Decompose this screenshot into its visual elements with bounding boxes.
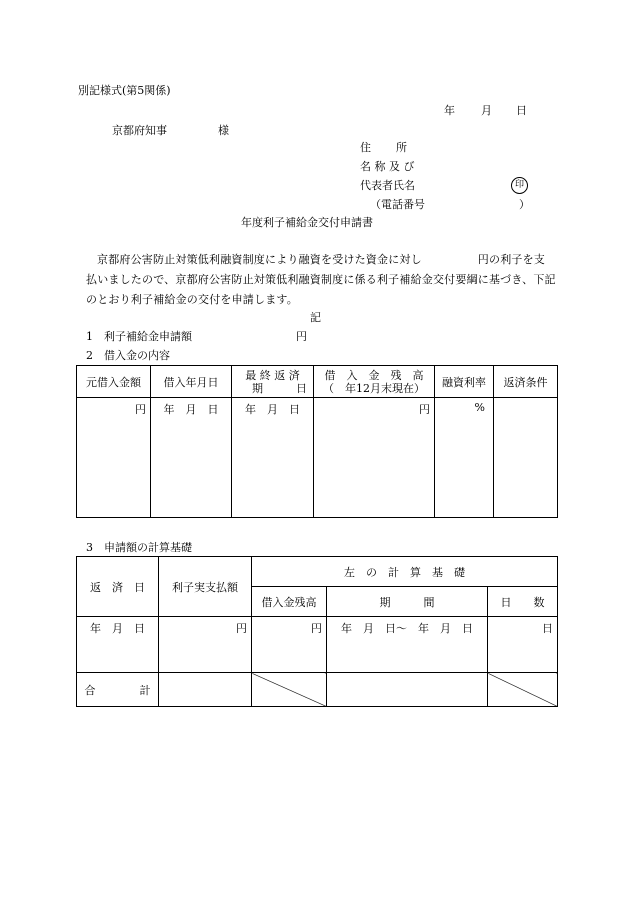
header-repayment-date: 返 済 日: [77, 557, 159, 617]
header-interest-rate: 融資利率: [435, 366, 494, 398]
interest-rate-unit: %: [435, 398, 494, 518]
header-loan-balance-line2: （ 年12月末現在）: [323, 381, 425, 395]
date-day: 日: [516, 104, 527, 117]
calc-data-row: [77, 617, 558, 673]
calc-period-unit: 年 月 日～ 年 月 日: [327, 617, 488, 673]
section-2-label: 2 借入金の内容: [86, 349, 170, 362]
final-repayment-unit: 年 月 日: [232, 398, 314, 518]
body-paragraph: 京都府公害防止対策低利融資制度により融資を受けた資金に対し 円の利子を支払いましたので、京都府公害防止対策低利融資制度に係る利子補給金交付要綱に基づき、下記のとおり利子補給金の交付を申請します。: [86, 253, 556, 306]
header-calc-period: 期 間: [327, 587, 488, 617]
header-calc-balance: 借入金残高: [252, 587, 327, 617]
total-period-cell: [327, 673, 488, 707]
calc-repayment-date-unit: 年 月 日: [77, 617, 159, 673]
section-1-unit: 円: [296, 330, 307, 343]
header-repayment-terms: 返済条件: [494, 366, 558, 398]
header-calc-days: 日 数: [488, 587, 558, 617]
ki-marker: 記: [310, 311, 321, 324]
calc-header-row-1: [77, 557, 558, 587]
loan-details-table: [76, 365, 558, 518]
loan-amount-unit: 円: [77, 398, 151, 518]
loan-header-row: [77, 366, 558, 398]
addressee-honorific: 様: [218, 124, 229, 137]
loan-data-row: [77, 398, 558, 518]
header-final-repayment: [232, 366, 314, 398]
calc-days-unit: 日: [488, 617, 558, 673]
seal-mark: [511, 177, 528, 194]
repayment-terms-cell: [494, 398, 558, 518]
calculation-basis-table: [76, 556, 558, 707]
applicant-address-label: 住 所: [360, 141, 408, 154]
form-label: 別記様式(第5関係): [78, 84, 171, 97]
calc-total-row: [77, 673, 558, 707]
document-title: 年度利子補給金交付申請書: [241, 216, 373, 229]
calc-interest-unit: 円: [159, 617, 252, 673]
addressee-name: 京都府知事: [112, 124, 167, 137]
header-loan-balance: [314, 366, 435, 398]
loan-balance-unit: 円: [314, 398, 435, 518]
date-month: 月: [481, 104, 492, 117]
applicant-name-label: 名 称 及 び: [360, 160, 415, 173]
header-final-repayment-line1: 最 終 返 済: [245, 368, 300, 382]
calc-balance-unit: 円: [252, 617, 327, 673]
section-1-label: 1 利子補給金申請額: [86, 330, 192, 343]
date-year: 年: [444, 104, 455, 117]
seal-text: 印: [514, 180, 524, 190]
section-3-label: 3 申請額の計算基礎: [86, 541, 192, 554]
total-label: 合 計: [77, 673, 159, 707]
header-interest-paid: 利子実支払額: [159, 557, 252, 617]
total-balance-crossed: [252, 673, 327, 707]
header-final-repayment-line2: 期 日: [252, 381, 307, 395]
applicant-rep-label: 代表者氏名: [360, 179, 415, 192]
header-loan-date: 借入年月日: [151, 366, 232, 398]
applicant-phone-open: （電話番号: [370, 198, 425, 211]
header-loan-amount: 元借入金額: [77, 366, 151, 398]
header-loan-balance-line1: 借 入 金 残 高: [324, 368, 424, 382]
applicant-phone-close: ）: [519, 198, 530, 211]
total-interest-cell: [159, 673, 252, 707]
header-calc-basis: 左 の 計 算 基 礎: [252, 557, 558, 587]
loan-date-unit: 年 月 日: [151, 398, 232, 518]
total-days-crossed: [488, 673, 558, 707]
